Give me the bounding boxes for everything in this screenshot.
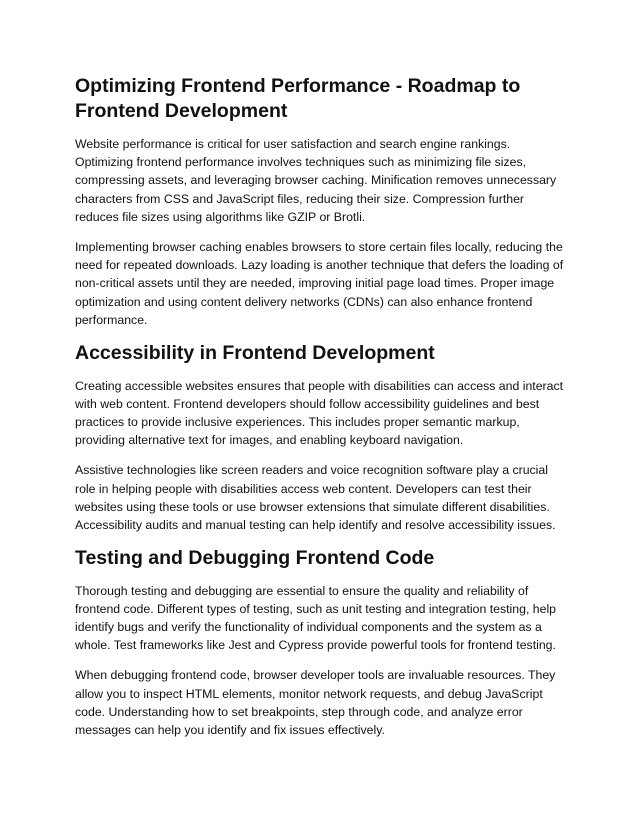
- section-heading: Optimizing Frontend Performance - Roadmap to Frontend Development: [75, 75, 521, 122]
- body-paragraph: Thorough testing and debugging are essential to ensure the quality and reliability of frontend code. Different types of testing, such as unit testing and integration testing, help identify bugs and verify the functionality of individual components and the system as a whole. Test frameworks like Jest and Cypress provide powerful tools for frontend testing.: [75, 583, 557, 653]
- body-paragraph: Website performance is critical for user satisfaction and search engine rankings. Optimizing frontend performance involves techniques such as minimizing file sizes, compressing assets, and leveraging browser caching. Minification removes unnecessary characters from CSS and JavaScript files, reducing their size. Compression further reduces file sizes using algorithms like GZIP or Brotli.: [75, 137, 557, 224]
- body-paragraph: Implementing browser caching enables browsers to store certain files locally, reducing the need for repeated downloads. Lazy loading is another technique that defers the loading of non-critical assets until they are needed, improving initial page load times. Proper image optimization and using content delivery networks (CDNs) can also enhance frontend performance.: [75, 240, 564, 327]
- section-heading: Testing and Debugging Frontend Code: [75, 547, 435, 570]
- section-frontend-performance: [75, 74, 565, 329]
- section-heading: Accessibility in Frontend Development: [75, 342, 435, 365]
- section-accessibility: [75, 341, 565, 534]
- body-paragraph: Creating accessible websites ensures that people with disabilities can access and interact with web content. Frontend developers should follow accessibility guidelines and best practices to provide inclusive experiences. This includes proper semantic markup, providing alternative text for images, and enabling keyboard navigation.: [75, 378, 564, 448]
- document-page: [75, 74, 565, 751]
- body-paragraph: Assistive technologies like screen readers and voice recognition software play a crucial role in helping people with disabilities access web content. Developers can test their websites using these tools or use browser extensions that simulate different disabilities. Accessibility audits and manual testing can help identify and resolve accessibility issues.: [75, 463, 556, 532]
- body-paragraph: When debugging frontend code, browser developer tools are invaluable resources. They allow you to inspect HTML elements, monitor network requests, and debug JavaScript code. Understanding how to set breakpoints, step through code, and analyze error messages can help you identify and fix issues effectively.: [75, 668, 556, 738]
- section-testing-debugging: [75, 546, 565, 739]
